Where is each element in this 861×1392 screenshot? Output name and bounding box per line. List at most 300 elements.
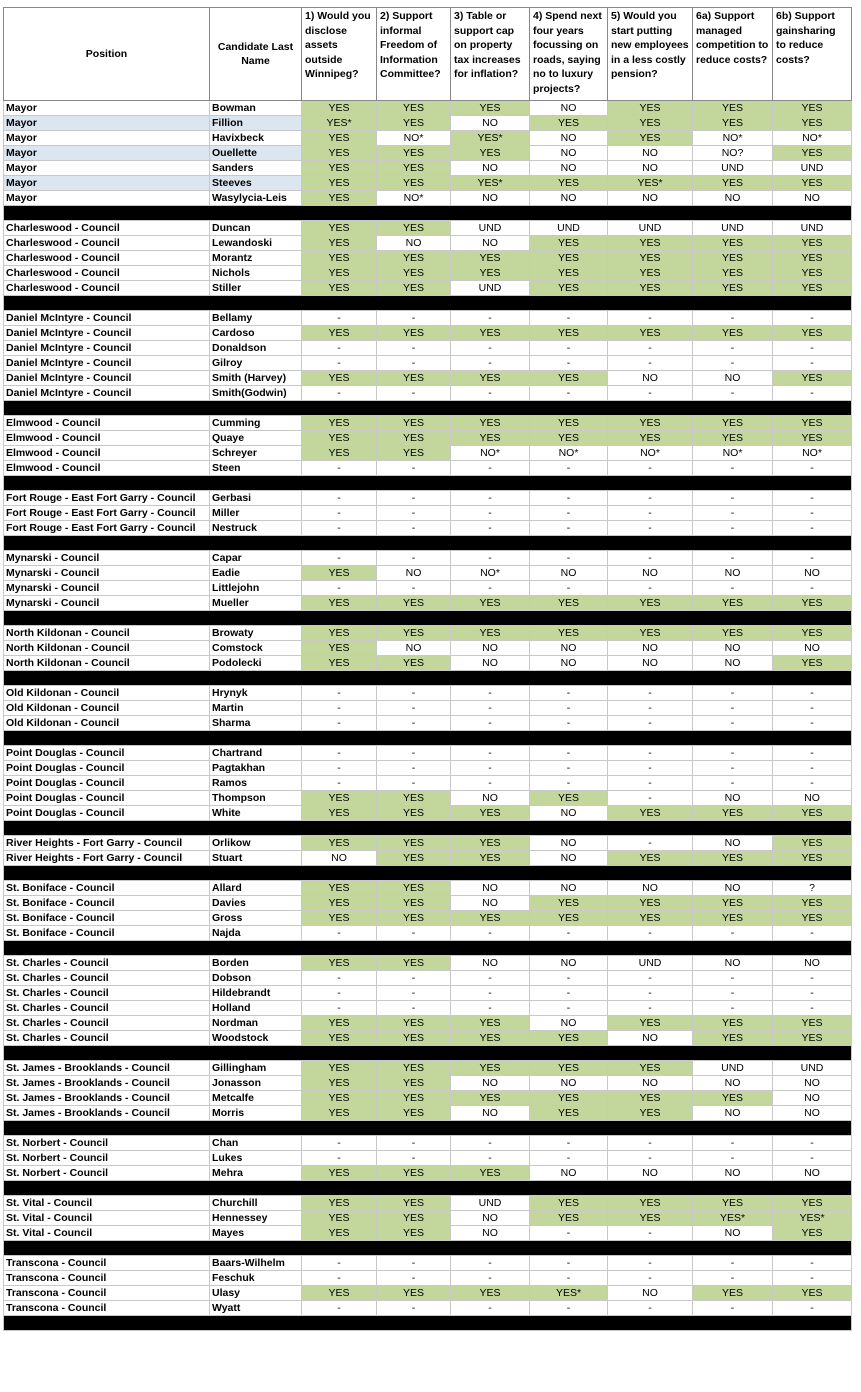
candidate-row (4, 791, 852, 806)
answer-cell: - (608, 1151, 693, 1166)
answer-cell: YES (377, 596, 451, 611)
answer-cell: YES (693, 896, 773, 911)
answer-cell: YES (377, 1031, 451, 1046)
answer-cell: YES (302, 221, 377, 236)
candidate-name-cell: Lewandoski (210, 236, 302, 251)
position-cell: Daniel McIntyre - Council (4, 356, 210, 371)
answer-cell: - (302, 776, 377, 791)
answer-cell: - (608, 1001, 693, 1016)
answer-cell: NO (693, 1166, 773, 1181)
candidate-name-cell: Gilroy (210, 356, 302, 371)
answer-cell: NO* (693, 446, 773, 461)
answer-cell: YES (377, 791, 451, 806)
answer-cell: - (608, 506, 693, 521)
answer-cell: YES (451, 431, 530, 446)
answer-cell: NO (773, 1076, 852, 1091)
answer-cell: YES (302, 446, 377, 461)
answer-cell: YES (302, 1016, 377, 1031)
answer-cell: NO (608, 146, 693, 161)
answer-cell: - (451, 986, 530, 1001)
group-separator (4, 731, 852, 746)
answer-cell: - (693, 926, 773, 941)
answer-cell: YES (530, 371, 608, 386)
candidate-name-cell: Littlejohn (210, 581, 302, 596)
answer-cell: - (693, 521, 773, 536)
candidate-name-cell: Nordman (210, 1016, 302, 1031)
answer-cell: YES (302, 566, 377, 581)
separator-bar (4, 1121, 852, 1136)
answer-cell: - (302, 461, 377, 476)
separator-bar (4, 401, 852, 416)
answer-cell: NO (530, 1016, 608, 1031)
answer-cell: YES (451, 416, 530, 431)
answer-cell: - (693, 761, 773, 776)
candidate-row (4, 581, 852, 596)
candidate-row (4, 266, 852, 281)
answer-cell: YES (773, 851, 852, 866)
answer-cell: YES (377, 1226, 451, 1241)
answer-cell: YES (530, 431, 608, 446)
position-cell: Fort Rouge - East Fort Garry - Council (4, 506, 210, 521)
candidate-name-cell: Hrynyk (210, 686, 302, 701)
answer-cell: - (530, 341, 608, 356)
separator-bar (4, 536, 852, 551)
group-separator (4, 1316, 852, 1331)
answer-cell: NO (693, 656, 773, 671)
answer-cell: YES (377, 281, 451, 296)
candidate-name-cell: Podolecki (210, 656, 302, 671)
answer-cell: - (377, 341, 451, 356)
answer-cell: YES (377, 221, 451, 236)
position-cell: St. Charles - Council (4, 1016, 210, 1031)
answer-cell: YES (773, 146, 852, 161)
answer-cell: YES (302, 791, 377, 806)
answer-cell: - (693, 1301, 773, 1316)
answer-cell: NO (608, 191, 693, 206)
group-separator (4, 611, 852, 626)
answer-cell: - (773, 746, 852, 761)
answer-cell: NO (530, 641, 608, 656)
group-separator (4, 536, 852, 551)
answer-cell: YES* (608, 176, 693, 191)
answer-cell: - (773, 461, 852, 476)
position-cell: Mayor (4, 101, 210, 116)
answer-cell: YES (693, 116, 773, 131)
answer-cell: - (773, 581, 852, 596)
candidate-row (4, 911, 852, 926)
answer-cell: YES (773, 836, 852, 851)
answer-cell: YES (773, 1286, 852, 1301)
answer-cell: NO (608, 1076, 693, 1091)
answer-cell: YES (302, 1031, 377, 1046)
answer-cell: - (377, 506, 451, 521)
separator-bar (4, 296, 852, 311)
answer-cell: - (693, 386, 773, 401)
candidate-name-cell: Nichols (210, 266, 302, 281)
header-q5-pension: 5) Would you start putting new employees in a less costly pension? (608, 8, 693, 101)
answer-cell: - (451, 341, 530, 356)
answer-cell: YES* (773, 1211, 852, 1226)
answer-cell: - (608, 1136, 693, 1151)
answer-cell: - (530, 1136, 608, 1151)
position-cell: Daniel McIntyre - Council (4, 371, 210, 386)
answer-cell: UND (693, 221, 773, 236)
candidate-name-cell: Gillingham (210, 1061, 302, 1076)
candidate-row (4, 1286, 852, 1301)
answer-cell: - (377, 1151, 451, 1166)
answer-cell: NO (530, 131, 608, 146)
candidate-row (4, 746, 852, 761)
answer-cell: NO (451, 1106, 530, 1121)
answer-cell: NO (773, 1091, 852, 1106)
answer-cell: YES (693, 236, 773, 251)
answer-cell: - (608, 521, 693, 536)
answer-cell: UND (451, 221, 530, 236)
position-cell: North Kildonan - Council (4, 641, 210, 656)
answer-cell: - (608, 926, 693, 941)
answer-cell: - (530, 506, 608, 521)
answer-cell: - (377, 581, 451, 596)
answer-cell: - (530, 1271, 608, 1286)
candidate-name-cell: Davies (210, 896, 302, 911)
position-cell: Mynarski - Council (4, 566, 210, 581)
answer-cell: YES (530, 251, 608, 266)
answer-cell: - (530, 761, 608, 776)
answer-cell: UND (693, 1061, 773, 1076)
position-cell: Mynarski - Council (4, 596, 210, 611)
answer-cell: UND (773, 161, 852, 176)
answer-cell: YES (693, 251, 773, 266)
answer-cell: - (377, 971, 451, 986)
candidate-row (4, 1211, 852, 1226)
answer-cell: NO (451, 791, 530, 806)
candidate-row (4, 1001, 852, 1016)
answer-cell: - (302, 746, 377, 761)
answer-cell: - (451, 1271, 530, 1286)
candidate-row (4, 371, 852, 386)
candidate-name-cell: Orlikow (210, 836, 302, 851)
position-cell: Point Douglas - Council (4, 791, 210, 806)
candidate-row (4, 1271, 852, 1286)
answer-cell: - (608, 551, 693, 566)
candidate-name-cell: Hildebrandt (210, 986, 302, 1001)
answer-cell: YES (608, 431, 693, 446)
answer-cell: YES (302, 146, 377, 161)
candidate-row (4, 1226, 852, 1241)
answer-cell: NO (530, 851, 608, 866)
answer-cell: - (377, 1136, 451, 1151)
answer-cell: - (773, 971, 852, 986)
answer-cell: - (773, 1271, 852, 1286)
answer-cell: - (608, 1301, 693, 1316)
answer-cell: NO (530, 101, 608, 116)
answer-cell: - (451, 926, 530, 941)
answer-cell: YES (451, 596, 530, 611)
candidate-row (4, 491, 852, 506)
header-q6a-managed-competition: 6a) Support managed competition to reduce costs? (693, 8, 773, 101)
candidate-name-cell: Lukes (210, 1151, 302, 1166)
candidate-name-cell: Steeves (210, 176, 302, 191)
answer-cell: - (773, 986, 852, 1001)
answer-cell: YES (302, 1061, 377, 1076)
answer-cell: YES (530, 1196, 608, 1211)
answer-cell: - (608, 341, 693, 356)
answer-cell: YES (693, 806, 773, 821)
answer-cell: YES (302, 1211, 377, 1226)
answer-cell: YES (302, 836, 377, 851)
answer-cell: - (693, 506, 773, 521)
answer-cell: YES (451, 326, 530, 341)
answer-cell: YES (530, 896, 608, 911)
answer-cell: - (302, 521, 377, 536)
answer-cell: - (377, 986, 451, 1001)
answer-cell: - (451, 461, 530, 476)
answer-cell: YES (377, 431, 451, 446)
answer-cell: - (302, 761, 377, 776)
answer-cell: NO (608, 371, 693, 386)
answer-cell: NO (608, 881, 693, 896)
position-cell: St. Charles - Council (4, 971, 210, 986)
position-cell: Charleswood - Council (4, 251, 210, 266)
answer-cell: - (530, 1301, 608, 1316)
answer-cell: NO (693, 881, 773, 896)
group-separator (4, 476, 852, 491)
answer-cell: YES (451, 1031, 530, 1046)
answer-cell: - (773, 926, 852, 941)
answer-cell: - (773, 506, 852, 521)
answer-cell: YES (302, 896, 377, 911)
answer-cell: - (451, 701, 530, 716)
answer-cell: - (451, 521, 530, 536)
answer-cell: YES (302, 806, 377, 821)
candidate-row (4, 566, 852, 581)
answer-cell: YES (693, 326, 773, 341)
answer-cell: - (773, 386, 852, 401)
answer-cell: YES (773, 416, 852, 431)
candidate-name-cell: Mayes (210, 1226, 302, 1241)
answer-cell: YES (451, 251, 530, 266)
answer-cell: - (451, 761, 530, 776)
position-cell: Mayor (4, 146, 210, 161)
answer-cell: NO* (773, 446, 852, 461)
group-separator (4, 296, 852, 311)
answer-cell: NO (530, 161, 608, 176)
separator-bar (4, 1046, 852, 1061)
answer-cell: YES (693, 596, 773, 611)
answer-cell: NO (693, 191, 773, 206)
answer-cell: - (693, 1256, 773, 1271)
answer-cell: - (377, 746, 451, 761)
candidate-row (4, 191, 852, 206)
group-separator (4, 1181, 852, 1196)
answer-cell: YES (693, 1196, 773, 1211)
candidate-name-cell: Baars-Wilhelm (210, 1256, 302, 1271)
answer-cell: NO (773, 641, 852, 656)
answer-cell: YES (377, 1061, 451, 1076)
answer-cell: YES (302, 1286, 377, 1301)
answer-cell: - (530, 311, 608, 326)
candidate-name-cell: Fillion (210, 116, 302, 131)
answer-cell: YES (302, 191, 377, 206)
answer-cell: YES (608, 236, 693, 251)
answer-cell: YES (377, 1286, 451, 1301)
answer-cell: - (773, 356, 852, 371)
group-separator (4, 941, 852, 956)
position-cell: St. Boniface - Council (4, 896, 210, 911)
answer-cell: YES (451, 836, 530, 851)
answer-cell: - (530, 971, 608, 986)
answer-cell: YES (608, 116, 693, 131)
answer-cell: - (773, 1151, 852, 1166)
group-separator (4, 1241, 852, 1256)
position-cell: Point Douglas - Council (4, 746, 210, 761)
answer-cell: NO* (530, 446, 608, 461)
answer-cell: - (530, 1256, 608, 1271)
answer-cell: YES (608, 1091, 693, 1106)
answer-cell: YES (377, 896, 451, 911)
answer-cell: - (773, 776, 852, 791)
answer-cell: NO (451, 641, 530, 656)
answer-cell: - (377, 356, 451, 371)
candidate-name-cell: Browaty (210, 626, 302, 641)
answer-cell: NO (530, 656, 608, 671)
answer-cell: - (693, 491, 773, 506)
answer-cell: - (302, 1136, 377, 1151)
candidate-name-cell: Pagtakhan (210, 761, 302, 776)
answer-cell: - (773, 551, 852, 566)
answer-cell: YES (377, 656, 451, 671)
candidate-name-cell: Morris (210, 1106, 302, 1121)
answer-cell: - (302, 386, 377, 401)
answer-cell: YES (773, 1226, 852, 1241)
answer-cell: - (530, 521, 608, 536)
candidate-row (4, 1061, 852, 1076)
answer-cell: YES (530, 911, 608, 926)
candidate-row (4, 656, 852, 671)
answer-cell: YES (773, 656, 852, 671)
header-row (4, 8, 852, 101)
position-cell: Point Douglas - Council (4, 776, 210, 791)
answer-cell: - (302, 926, 377, 941)
answer-cell: YES (377, 956, 451, 971)
position-cell: Fort Rouge - East Fort Garry - Council (4, 521, 210, 536)
answer-cell: YES (302, 656, 377, 671)
candidate-row (4, 506, 852, 521)
answer-cell: UND (693, 161, 773, 176)
answer-cell: YES (451, 806, 530, 821)
candidate-name-cell: Cardoso (210, 326, 302, 341)
answer-cell: YES (451, 1091, 530, 1106)
answer-cell: NO (451, 1211, 530, 1226)
candidate-row (4, 761, 852, 776)
answer-cell: YES (377, 1106, 451, 1121)
answer-cell: YES (530, 176, 608, 191)
answer-cell: UND (451, 1196, 530, 1211)
answer-cell: NO* (608, 446, 693, 461)
answer-cell: NO (773, 191, 852, 206)
candidate-row (4, 971, 852, 986)
answer-cell: YES* (530, 1286, 608, 1301)
answer-cell: YES (693, 416, 773, 431)
position-cell: River Heights - Fort Garry - Council (4, 836, 210, 851)
position-cell: St. Vital - Council (4, 1226, 210, 1241)
position-cell: River Heights - Fort Garry - Council (4, 851, 210, 866)
answer-cell: - (377, 491, 451, 506)
candidate-row (4, 851, 852, 866)
answer-cell: YES* (451, 176, 530, 191)
candidate-name-cell: Wasylycia-Leis (210, 191, 302, 206)
answer-cell: YES (377, 416, 451, 431)
candidate-name-cell: Gross (210, 911, 302, 926)
candidate-name-cell: Ouellette (210, 146, 302, 161)
candidate-row (4, 1136, 852, 1151)
answer-cell: NO* (773, 131, 852, 146)
position-cell: Elmwood - Council (4, 446, 210, 461)
candidate-name-cell: Sharma (210, 716, 302, 731)
candidate-name-cell: Schreyer (210, 446, 302, 461)
separator-bar (4, 671, 852, 686)
answer-cell: - (530, 1151, 608, 1166)
answer-cell: YES (608, 1061, 693, 1076)
position-cell: Elmwood - Council (4, 431, 210, 446)
candidate-name-cell: Borden (210, 956, 302, 971)
candidate-row (4, 716, 852, 731)
header-position: Position (4, 8, 210, 101)
answer-cell: - (377, 551, 451, 566)
answer-cell: - (302, 1301, 377, 1316)
answer-cell: YES (377, 836, 451, 851)
candidate-name-cell: Najda (210, 926, 302, 941)
separator-bar (4, 941, 852, 956)
answer-cell: NO (693, 791, 773, 806)
candidate-row (4, 1016, 852, 1031)
candidate-row (4, 956, 852, 971)
answer-cell: YES (530, 1211, 608, 1226)
header-q2-foi-committee: 2) Support informal Freedom of Information Committee? (377, 8, 451, 101)
position-cell: St. Boniface - Council (4, 911, 210, 926)
header-q6b-gainsharing: 6b) Support gainsharing to reduce costs? (773, 8, 852, 101)
candidate-name-cell: Mehra (210, 1166, 302, 1181)
candidate-row (4, 431, 852, 446)
answer-cell: NO (377, 236, 451, 251)
answer-cell: - (377, 776, 451, 791)
answer-cell: - (608, 701, 693, 716)
position-cell: Charleswood - Council (4, 236, 210, 251)
candidate-name-cell: Chan (210, 1136, 302, 1151)
position-cell: Point Douglas - Council (4, 761, 210, 776)
separator-bar (4, 866, 852, 881)
group-separator (4, 206, 852, 221)
answer-cell: - (608, 311, 693, 326)
answer-cell: - (451, 491, 530, 506)
answer-cell: NO (451, 236, 530, 251)
separator-bar (4, 206, 852, 221)
answer-cell: - (773, 1301, 852, 1316)
survey-body (4, 101, 852, 1331)
header-q1-disclose-assets: 1) Would you disclose assets outside Winnipeg? (302, 8, 377, 101)
answer-cell: YES (530, 281, 608, 296)
survey-table (3, 7, 852, 1331)
answer-cell: YES (530, 1061, 608, 1076)
answer-cell: - (773, 1136, 852, 1151)
position-cell: Daniel McIntyre - Council (4, 386, 210, 401)
answer-cell: - (693, 776, 773, 791)
candidate-row (4, 416, 852, 431)
answer-cell: YES (377, 161, 451, 176)
answer-cell: NO (693, 1106, 773, 1121)
answer-cell: NO (693, 836, 773, 851)
answer-cell: - (302, 311, 377, 326)
